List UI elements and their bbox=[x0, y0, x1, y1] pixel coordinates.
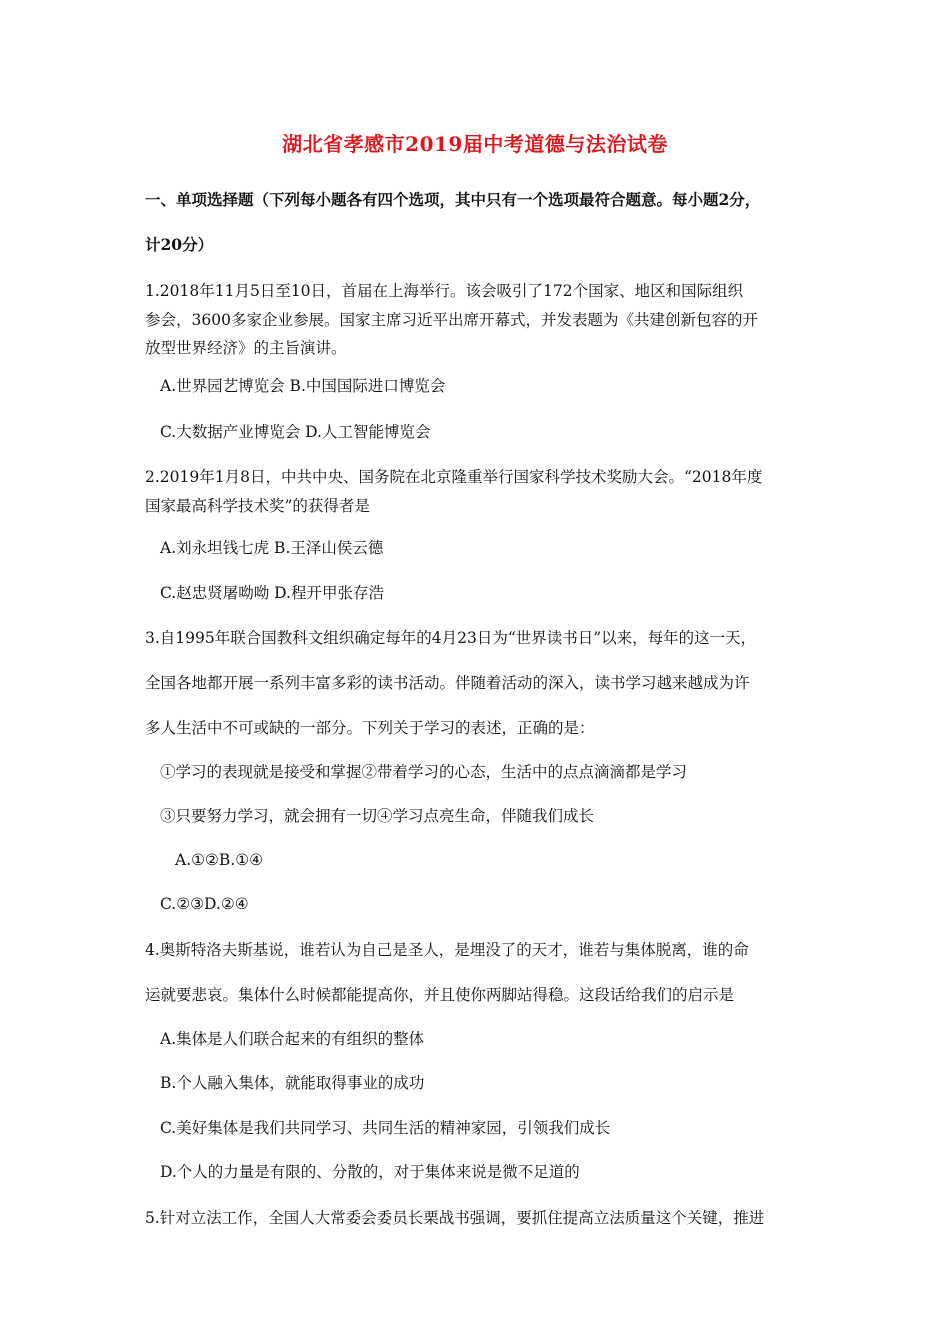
question-1-line-3: 放型世界经济》的主旨演讲。 bbox=[145, 339, 347, 357]
question-3-line-2: 全国各地都开展一系列丰富多彩的读书活动。伴随着活动的深入，读书学习越来越成为许 bbox=[145, 674, 750, 692]
question-4-option-c: C.美好集体是我们共同学习、共同生活的精神家园，引领我们成长 bbox=[160, 1119, 611, 1137]
section-heading-line-2: 计20分） bbox=[145, 235, 214, 254]
question-1-line-2: 参会，3600多家企业参展。国家主席习近平出席开幕式，并发表题为《共建创新包容的开 bbox=[145, 311, 758, 329]
section-heading-line-1: 一、单项选择题（下列每小题各有四个选项，其中只有一个选项最符合题意。每小题2分， bbox=[145, 190, 761, 209]
question-1-options-cd: C.大数据产业博览会 D.人工智能博览会 bbox=[160, 423, 431, 441]
question-1-options-ab: A.世界园艺博览会 B.中国国际进口博览会 bbox=[160, 377, 446, 395]
question-2-line-2: 国家最高科学技术奖”的获得者是 bbox=[145, 497, 370, 515]
question-4-option-a: A.集体是人们联合起来的有组织的整体 bbox=[160, 1030, 425, 1048]
question-3-options-cd: C.②③D.②④ bbox=[160, 895, 249, 913]
question-3-statements-3-4: ③只要努力学习，就会拥有一切④学习点亮生命，伴随我们成长 bbox=[160, 807, 595, 825]
exam-title: 湖北省孝感市2019届中考道德与法治试卷 bbox=[282, 132, 668, 156]
question-1-line-1: 1.2018年11月5日至10日，首届在上海举行。该会吸引了172个国家、地区和国际组织 bbox=[145, 282, 744, 300]
question-3-options-ab: A.①②B.①④ bbox=[175, 851, 264, 869]
question-3-line-3: 多人生活中不可或缺的一部分。下列关于学习的表述，正确的是： bbox=[145, 719, 595, 737]
question-4-option-b: B.个人融入集体，就能取得事业的成功 bbox=[160, 1074, 425, 1092]
question-4-option-d: D.个人的力量是有限的、分散的，对于集体来说是微不足道的 bbox=[160, 1163, 580, 1181]
question-3-statements-1-2: ①学习的表现就是接受和掌握②带着学习的心态，生活中的点点滴滴都是学习 bbox=[160, 763, 688, 781]
question-2-line-1: 2.2019年1月8日，中共中央、国务院在北京隆重举行国家科学技术奖励大会。“2018年度 bbox=[145, 468, 763, 486]
question-4-line-1: 4.奥斯特洛夫斯基说，谁若认为自己是圣人，是埋没了的天才，谁若与集体脱离，谁的命 bbox=[145, 941, 749, 959]
question-3-line-1: 3.自1995年联合国教科文组织确定每年的4月23日为“世界读书日”以来，每年的这一天， bbox=[145, 629, 757, 647]
question-2-options-cd: C.赵忠贤屠呦呦 D.程开甲张存浩 bbox=[160, 584, 384, 602]
question-5-line-1: 5.针对立法工作，全国人大常委会委员长栗战书强调，要抓住提高立法质量这个关键，推进 bbox=[145, 1209, 765, 1227]
question-4-line-2: 运就要悲哀。集体什么时候都能提高你，并且使你两脚站得稳。这段话给我们的启示是 bbox=[145, 986, 735, 1004]
question-2-options-ab: A.刘永坦钱七虎 B.王泽山侯云德 bbox=[160, 539, 384, 557]
